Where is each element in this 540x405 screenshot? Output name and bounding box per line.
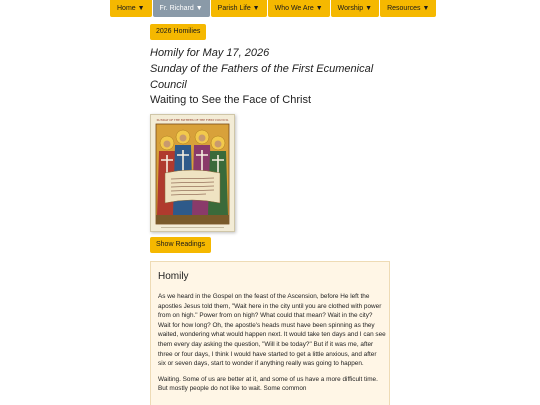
homily-text xyxy=(158,292,386,400)
nav-who-we-are[interactable]: Who We Are ▼ xyxy=(268,0,330,17)
icon-illustration xyxy=(151,115,234,231)
nav-home[interactable]: Home ▼ xyxy=(110,0,152,17)
show-readings-button[interactable]: Show Readings xyxy=(150,237,211,253)
homily-feast: Sunday of the Fathers of the First Ecumenical Council xyxy=(150,63,374,91)
homily-paragraph: Waiting. Some of us are better at it, and some of us have a more difficult time. But mostly people do not like to wait. Some common xyxy=(158,375,378,393)
homily-title: Waiting to See the Face of Christ xyxy=(150,94,311,106)
nav-resources[interactable]: Resources ▼ xyxy=(380,0,436,17)
main-navigation xyxy=(110,0,436,17)
nav-fr-richard[interactable]: Fr. Richard ▼ xyxy=(153,0,210,17)
icon-caption: SUNDAY OF THE FATHERS OF THE FIRST COUNCIL xyxy=(156,119,229,122)
panel-heading: Homily xyxy=(158,271,189,282)
homily-paragraph: As we heard in the Gospel on the feast of the Ascension, before He left the apostles Jesus told them, "Wait here in the city until you are clothed with power from on high." Power from on high? What could that mean? Wait in the city? Wait for how long? Oh, the apostle's heads must have been spinning as they waited, wondering what would happen next. It would take ten days and I can see them every day asking the question, "Will it be today?" But if it was me, after three or four days, I think I would have started to get a little anxious, and after six or seven days, start to wonder if anything really was going to happen. xyxy=(158,293,386,368)
nav-worship[interactable]: Worship ▼ xyxy=(331,0,379,17)
feast-icon-image xyxy=(150,114,235,232)
homily-date: Homily for May 17, 2026 xyxy=(150,47,270,59)
year-homilies-button[interactable]: 2026 Homilies xyxy=(150,24,206,40)
nav-parish-life[interactable]: Parish Life ▼ xyxy=(211,0,267,17)
homily-panel xyxy=(150,261,390,405)
